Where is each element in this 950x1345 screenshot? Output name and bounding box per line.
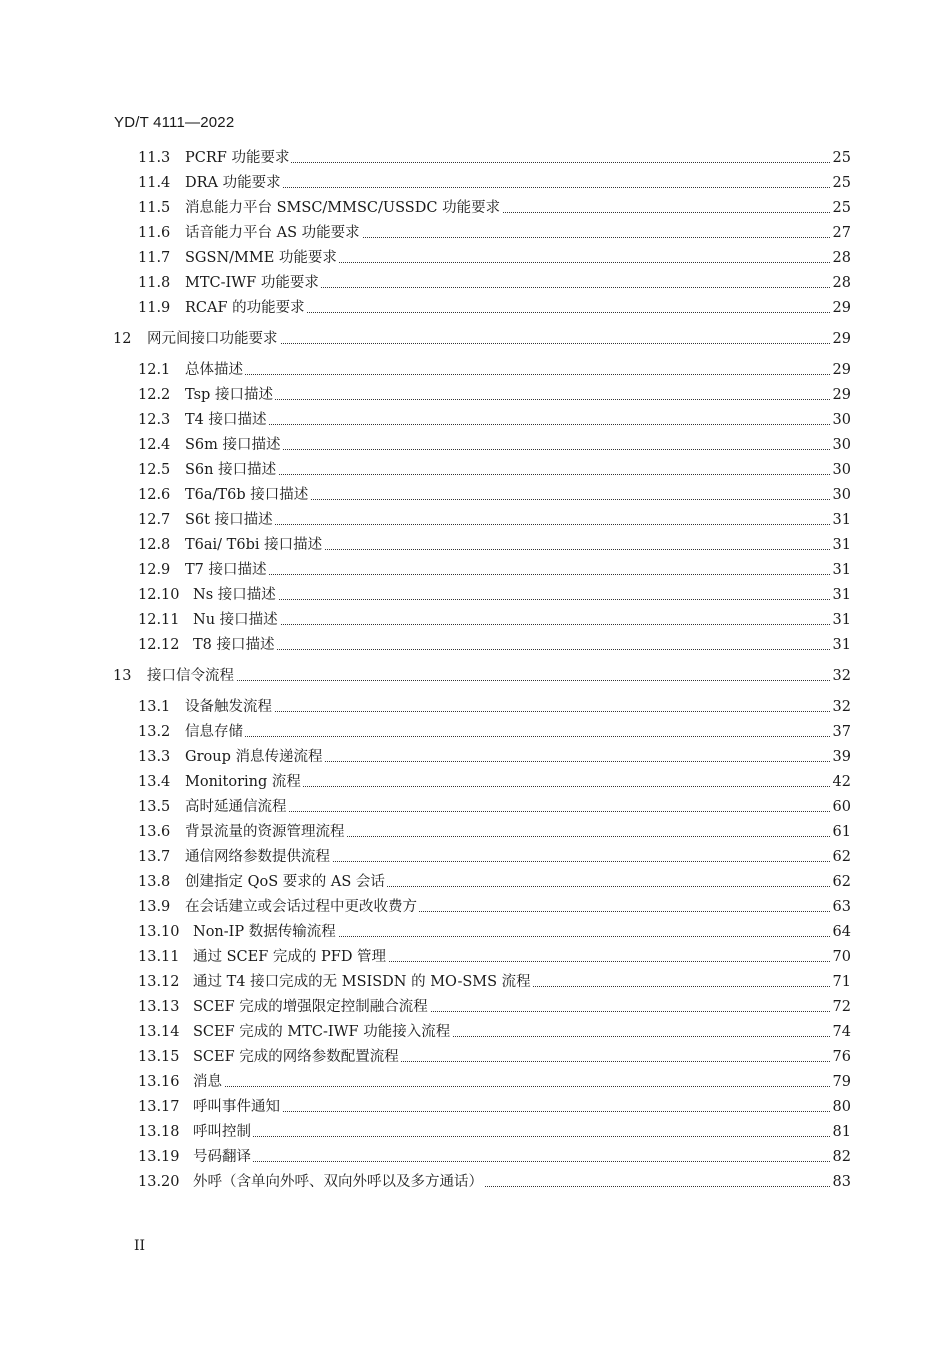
toc-entry-page: 42 [831, 771, 851, 793]
toc-dot-leader [185, 424, 832, 425]
toc-entry-title: 在会话建立或会话过程中更改收费方 [185, 896, 419, 918]
toc-entry-page: 82 [831, 1146, 851, 1168]
toc-entry[interactable] [0, 328, 950, 350]
toc-entry-number: 11.9 [138, 300, 171, 316]
toc-entry-number: 12.3 [138, 412, 171, 428]
toc-entry[interactable] [0, 696, 950, 718]
toc-entry-title: 创建指定 QoS 要求的 AS 会话 [185, 871, 387, 893]
toc-entry[interactable] [0, 996, 950, 1018]
toc-entry-title: S6t 接口描述 [185, 509, 275, 531]
toc-entry[interactable] [0, 1146, 950, 1168]
toc-entry-title: Ns 接口描述 [193, 584, 278, 606]
toc-dot-leader [185, 374, 832, 375]
toc-entry-title: T8 接口描述 [193, 634, 277, 656]
toc-entry-title: 消息 [193, 1071, 224, 1093]
toc-entry-page: 83 [831, 1171, 851, 1193]
toc-entry-title: SCEF 完成的网络参数配置流程 [193, 1046, 401, 1068]
toc-entry-title: 话音能力平台 AS 功能要求 [185, 222, 362, 244]
toc-entry[interactable] [0, 746, 950, 768]
toc-entry-title: 高时延通信流程 [185, 796, 289, 818]
toc-entry-number: 13.6 [138, 824, 171, 840]
toc-entry-title: T6a/T6b 接口描述 [185, 484, 310, 506]
page-folio: II [134, 1238, 146, 1254]
toc-entry[interactable] [0, 771, 950, 793]
toc-entry-title: T4 接口描述 [185, 409, 269, 431]
toc-entry-number: 13.3 [138, 749, 171, 765]
toc-entry-title: DRA 功能要求 [185, 172, 283, 194]
toc-entry-number: 12.5 [138, 462, 171, 478]
toc-entry-page: 29 [831, 297, 851, 319]
toc-entry-page: 29 [831, 328, 851, 350]
toc-entry[interactable] [0, 946, 950, 968]
toc-entry-number: 13.1 [138, 699, 171, 715]
toc-dot-leader [185, 736, 832, 737]
toc-entry[interactable] [0, 846, 950, 868]
toc-dot-leader [185, 574, 832, 575]
toc-entry-page: 31 [831, 509, 851, 531]
toc-entry-title: RCAF 的功能要求 [185, 297, 307, 319]
toc-entry[interactable] [0, 1046, 950, 1068]
toc-entry-number: 12.4 [138, 437, 171, 453]
toc-entry-number: 13.13 [138, 999, 180, 1015]
toc-entry[interactable] [0, 971, 950, 993]
toc-entry[interactable] [0, 1171, 950, 1193]
toc-entry[interactable] [0, 272, 950, 294]
toc-entry-number: 13.18 [138, 1124, 180, 1140]
toc-entry[interactable] [0, 484, 950, 506]
toc-entry-title: Tsp 接口描述 [185, 384, 275, 406]
toc-entry[interactable] [0, 434, 950, 456]
toc-entry-page: 31 [831, 559, 851, 581]
toc-entry-number: 12.10 [138, 587, 180, 603]
toc-entry[interactable] [0, 509, 950, 531]
toc-entry-page: 61 [831, 821, 851, 843]
toc-entry-number: 13.14 [138, 1024, 180, 1040]
toc-entry-number: 12.12 [138, 637, 180, 653]
toc-entry-title: 设备触发流程 [185, 696, 274, 718]
toc-entry-page: 31 [831, 634, 851, 656]
toc-entry-number: 12.2 [138, 387, 171, 403]
toc-entry-number: 12.11 [138, 612, 180, 628]
toc-dot-leader [185, 399, 832, 400]
toc-entry-number: 13 [113, 668, 132, 684]
toc-entry[interactable] [0, 1021, 950, 1043]
toc-entry[interactable] [0, 821, 950, 843]
toc-entry-page: 62 [831, 846, 851, 868]
toc-entry-page: 28 [831, 272, 851, 294]
toc-entry-title: 总体描述 [185, 359, 245, 381]
toc-entry[interactable] [0, 297, 950, 319]
toc-entry[interactable] [0, 721, 950, 743]
toc-entry-title: Nu 接口描述 [193, 609, 280, 631]
toc-entry-page: 30 [831, 484, 851, 506]
toc-entry-title: T6ai/ T6bi 接口描述 [185, 534, 324, 556]
toc-entry[interactable] [0, 665, 950, 687]
toc-entry-number: 12.8 [138, 537, 171, 553]
toc-entry-number: 13.5 [138, 799, 171, 815]
toc-entry-number: 13.15 [138, 1049, 180, 1065]
toc-entry-page: 37 [831, 721, 851, 743]
toc-entry[interactable] [0, 871, 950, 893]
toc-entry-title: 外呼（含单向外呼、双向外呼以及多方通话） [193, 1171, 485, 1193]
toc-entry-title: T7 接口描述 [185, 559, 269, 581]
toc-entry[interactable] [0, 634, 950, 656]
toc-entry-title: SCEF 完成的 MTC-IWF 功能接入流程 [193, 1021, 452, 1043]
toc-dot-leader [185, 524, 832, 525]
toc-entry[interactable] [0, 1071, 950, 1093]
toc-dot-leader [147, 680, 832, 681]
toc-entry-number: 12 [113, 331, 132, 347]
toc-entry-page: 64 [831, 921, 851, 943]
toc-entry-number: 13.2 [138, 724, 171, 740]
toc-entry-number: 11.6 [138, 225, 171, 241]
toc-entry-number: 13.9 [138, 899, 171, 915]
toc-dot-leader [193, 1086, 832, 1087]
toc-entry-number: 13.4 [138, 774, 171, 790]
toc-entry-page: 60 [831, 796, 851, 818]
toc-entry[interactable] [0, 559, 950, 581]
document-code: YD/T 4111—2022 [114, 114, 235, 131]
toc-entry-title: 号码翻译 [193, 1146, 253, 1168]
toc-entry-title: SGSN/MME 功能要求 [185, 247, 339, 269]
toc-entry-number: 11.7 [138, 250, 171, 266]
toc-entry-title: S6n 接口描述 [185, 459, 278, 481]
toc-entry-page: 30 [831, 459, 851, 481]
toc-entry-page: 62 [831, 871, 851, 893]
toc-entry-title: 接口信令流程 [147, 665, 236, 687]
toc-entry[interactable] [0, 921, 950, 943]
toc-entry[interactable] [0, 609, 950, 631]
toc-entry-page: 31 [831, 534, 851, 556]
toc-entry-page: 25 [831, 147, 851, 169]
toc-entry-page: 29 [831, 384, 851, 406]
toc-dot-leader [185, 711, 832, 712]
toc-entry-number: 13.11 [138, 949, 180, 965]
toc-entry-title: 通过 T4 接口完成的无 MSISDN 的 MO-SMS 流程 [193, 971, 533, 993]
toc-entry-number: 11.3 [138, 150, 171, 166]
toc-entry-title: Group 消息传递流程 [185, 746, 324, 768]
toc-dot-leader [193, 624, 832, 625]
toc-entry-title: Monitoring 流程 [185, 771, 303, 793]
toc-entry-number: 12.6 [138, 487, 171, 503]
toc-entry[interactable] [0, 534, 950, 556]
toc-entry-number: 12.9 [138, 562, 171, 578]
toc-dot-leader [193, 1111, 832, 1112]
toc-entry-number: 12.1 [138, 362, 171, 378]
toc-entry[interactable] [0, 409, 950, 431]
toc-entry-number: 13.12 [138, 974, 180, 990]
toc-entry-page: 31 [831, 584, 851, 606]
toc-entry-page: 63 [831, 896, 851, 918]
toc-entry-page: 27 [831, 222, 851, 244]
toc-entry-title: MTC-IWF 功能要求 [185, 272, 321, 294]
toc-entry-title: 通信网络参数提供流程 [185, 846, 332, 868]
toc-entry-number: 12.7 [138, 512, 171, 528]
toc-dot-leader [193, 1136, 832, 1137]
toc-dot-leader [193, 599, 832, 600]
toc-entry[interactable] [0, 172, 950, 194]
toc-entry[interactable] [0, 459, 950, 481]
toc-entry-page: 30 [831, 434, 851, 456]
toc-entry[interactable] [0, 147, 950, 169]
toc-entry-number: 13.17 [138, 1099, 180, 1115]
toc-entry-page: 39 [831, 746, 851, 768]
toc-entry-page: 81 [831, 1121, 851, 1143]
toc-entry-page: 30 [831, 409, 851, 431]
toc-dot-leader [193, 649, 832, 650]
toc-entry-page: 32 [831, 665, 851, 687]
toc-entry-number: 13.16 [138, 1074, 180, 1090]
toc-entry-number: 13.10 [138, 924, 180, 940]
toc-entry-number: 13.20 [138, 1174, 180, 1190]
toc-entry-title: 网元间接口功能要求 [147, 328, 280, 350]
toc-entry-title: S6m 接口描述 [185, 434, 283, 456]
toc-entry-title: 背景流量的资源管理流程 [185, 821, 347, 843]
toc-entry[interactable] [0, 359, 950, 381]
toc-entry-number: 13.19 [138, 1149, 180, 1165]
toc-entry-page: 32 [831, 696, 851, 718]
toc-entry[interactable] [0, 896, 950, 918]
toc-entry-page: 79 [831, 1071, 851, 1093]
toc-entry[interactable] [0, 197, 950, 219]
toc-entry[interactable] [0, 222, 950, 244]
toc-entry-title: 信息存储 [185, 721, 245, 743]
toc-entry-page: 72 [831, 996, 851, 1018]
toc-entry-page: 28 [831, 247, 851, 269]
toc-entry-number: 11.8 [138, 275, 171, 291]
toc-entry-number: 13.8 [138, 874, 171, 890]
toc-entry-number: 13.7 [138, 849, 171, 865]
toc-entry-page: 80 [831, 1096, 851, 1118]
toc-entry-title: PCRF 功能要求 [185, 147, 291, 169]
toc-entry-page: 76 [831, 1046, 851, 1068]
toc-entry-title: 呼叫事件通知 [193, 1096, 282, 1118]
toc-entry[interactable] [0, 796, 950, 818]
toc-entry-number: 11.4 [138, 175, 171, 191]
toc-entry[interactable] [0, 247, 950, 269]
toc-entry-title: Non-IP 数据传输流程 [193, 921, 338, 943]
toc-entry-page: 74 [831, 1021, 851, 1043]
toc-entry-page: 29 [831, 359, 851, 381]
toc-entry-page: 25 [831, 172, 851, 194]
toc-dot-leader [193, 1161, 832, 1162]
toc-entry-title: 呼叫控制 [193, 1121, 253, 1143]
toc-entry-page: 25 [831, 197, 851, 219]
toc-entry[interactable] [0, 1121, 950, 1143]
toc-entry[interactable] [0, 584, 950, 606]
toc-entry-page: 31 [831, 609, 851, 631]
toc-entry-title: 消息能力平台 SMSC/MMSC/USSDC 功能要求 [185, 197, 502, 219]
toc-entry-number: 11.5 [138, 200, 171, 216]
toc-entry[interactable] [0, 384, 950, 406]
toc-entry-title: SCEF 完成的增强限定控制融合流程 [193, 996, 430, 1018]
toc-dot-leader [185, 474, 832, 475]
toc-entry-page: 70 [831, 946, 851, 968]
toc-entry-title: 通过 SCEF 完成的 PFD 管理 [193, 946, 388, 968]
toc-entry-page: 71 [831, 971, 851, 993]
toc-entry[interactable] [0, 1096, 950, 1118]
